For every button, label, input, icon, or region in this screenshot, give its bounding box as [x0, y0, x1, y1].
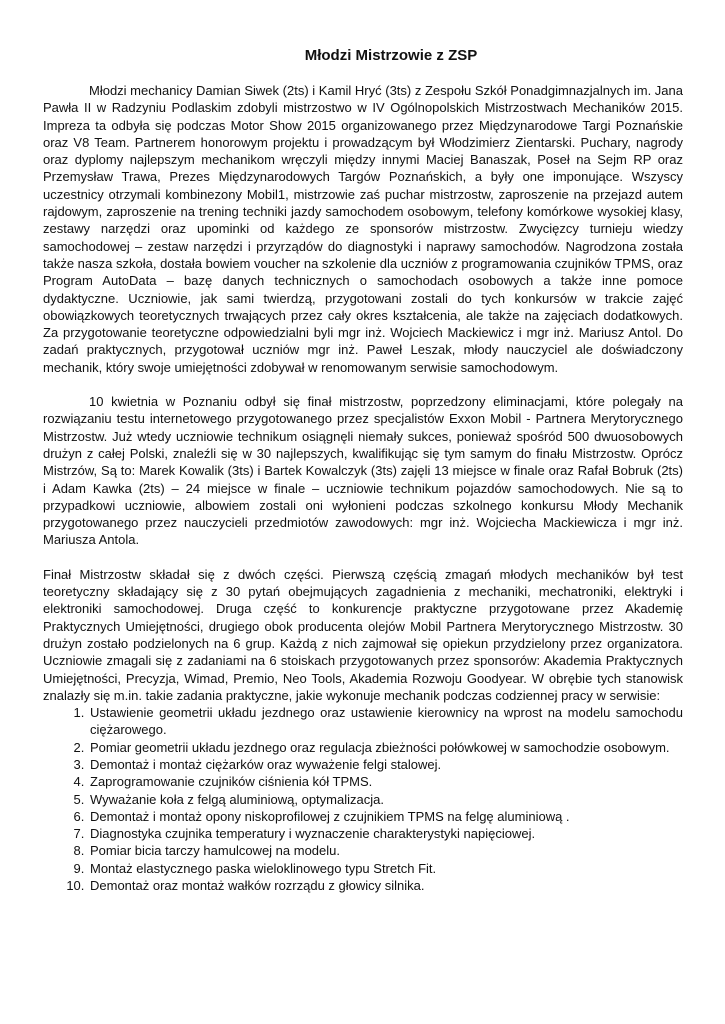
list-item: 9. Montaż elastycznego paska wieloklinowego typu Stretch Fit.: [88, 860, 683, 877]
list-item: 7. Diagnostyka czujnika temperatury i wyznaczenie charakterystyki napięciowej.: [88, 825, 683, 842]
practical-tasks-list: [43, 704, 683, 894]
paragraph-championship-win: Młodzi mechanicy Damian Siwek (2ts) i Kamil Hryć (3ts) z Zespołu Szkół Ponadgimnazjalnych im. Jana Pawła II w Radzyniu Podlaskim zdobyli mistrzostwo w IV Ogólnopolskich Mistrzostwach Mechaników 2015. Impreza ta odbyła się podczas Motor Show 2015 organizowanego przez Międzynarodowe Targi Poznańskie oraz V8 Team. Partnerem honorowym projektu i prowadzącym był Włodzimierz Zientarski. Puchary, nagrody oraz dyplomy najlepszym mechanikom wręczyli między innymi Maciej Banaszak, Poseł na Sejm RP oraz Przemysław Trawa, Prezes Międzynarodowych Targów Poznańskich, a były one imponujące. Wszyscy uczestnicy otrzymali kombinezony Mobil1, mistrzowie zaś puchar mistrzostw, zaproszenie na przejazd autem rajdowym, zaproszenie na trening techniki jazdy samochodem osobowym, telefony komórkowe wysokiej klasy, zestawy narzędzi oraz upominki od każdego ze sponsorów mistrzostw. Zwycięzcy turnieju wiedzy samochodowej – zestaw narzędzi i przyrządów do diagnostyki i naprawy samochodów. Nagrodzona została także nasza szkoła, dostała bowiem voucher na szkolenie dla uczniów z programowania czujników TPMS, oraz Program AutoData – bazę danych technicznych o samochodach osobowych a także inne pomoce dydaktyczne. Uczniowie, jak sami twierdzą, przygotowani zostali do tych konkursów w trakcie zajęć obowiązkowych teoretycznych trwających przez cały okres kształcenia, ale także na zajęciach dodatkowych. Za przygotowanie teoretyczne odpowiedzialni byli mgr inż. Wojciech Mackiewicz i mgr inż. Mariusz Antol. Do zadań praktycznych, przygotował uczniów mgr inż. Paweł Leszak, młody nauczyciel ale doświadczony mechanik, który swoje umiejętności zdobywał w renomowanym serwisie samochodowym.: [43, 83, 683, 375]
document-page: [43, 46, 683, 894]
list-item: 3. Demontaż i montaż ciężarków oraz wyważenie felgi stalowej.: [88, 756, 683, 773]
paragraph-gap: [43, 549, 683, 566]
list-item: 10. Demontaż oraz montaż wałków rozrządu z głowicy silnika.: [88, 877, 683, 894]
list-item: 1. Ustawienie geometrii układu jezdnego oraz ustawienie kierownicy na wprost na modelu samochodu ciężarowego.: [88, 704, 683, 739]
list-item: 6. Demontaż i montaż opony niskoprofilowej z czujnikiem TPMS na felgę aluminiową .: [88, 808, 683, 825]
paragraph-final-qualification: 10 kwietnia w Poznaniu odbył się finał mistrzostw, poprzedzony eliminacjami, które polegały na rozwiązaniu testu internetowego przygotowanego przez specjalistów Exxon Mobil - Partnera Merytorycznego Mistrzostw. Już wtedy uczniowie technikum osiągnęli niemały sukces, ponieważ spośród 500 dwuosobowych drużyn z całej Polski, znaleźli się w 30 najlepszych, kwalifikując się tym samym do finału Mistrzostw. Oprócz Mistrzów, Są to: Marek Kowalik (3ts) i Bartek Kowalczyk (3ts) zajęli 13 miejsce w finale oraz Rafał Bobruk (2ts) i Adam Kawka (2ts) – 24 miejsce w finale – uczniowie technikum pojazdów samochodowych. Nie są to przypadkowi uczniowie, albowiem zostali oni wyłonieni podczas szkolnego konkursu Młody Mechanik przygotowanego przez nauczycieli przedmiotów zawodowych: mgr inż. Wojciecha Mackiewicza i mgr inż. Mariusza Antola.: [43, 394, 683, 548]
list-item: 8. Pomiar bicia tarczy hamulcowej na modelu.: [88, 842, 683, 859]
paragraph-gap: [43, 376, 683, 393]
paragraph-final-structure: Finał Mistrzostw składał się z dwóch części. Pierwszą częścią zmagań młodych mechaników był test teoretyczny składający się z 30 pytań obejmujących zagadnienia z mechaniki, mechatroniki, elektryki i elektroniki samochodowej. Druga część to konkurencje praktyczne przygotowane przez Akademię Praktycznych Umiejętności, drugiego obok producenta olejów Mobil Partnera Merytorycznego Mistrzostw. 30 drużyn zostało podzielonych na 6 grup. Każdą z nich zajmował się opiekun przydzielony przez organizatora. Uczniowie zmagali się z zadaniami na 6 stoiskach przygotowanych przez sponsorów: Akademia Praktycznych Umiejętności, Precyzja, Wimad, Premio, Neo Tools, Akademia Rozwoju Goodyear. W obrębie tych stanowisk znalazły się m.in. takie zadania praktyczne, jakie wykonuje mechanik podczas codziennej pracy w serwisie:: [43, 566, 683, 703]
document-title: Młodzi Mistrzowie z ZSP: [304, 47, 478, 64]
list-item: 2. Pomiar geometrii układu jezdnego oraz regulacja zbieżności połówkowej w samochodzie osobowym.: [88, 739, 683, 756]
list-item: 5. Wyważanie koła z felgą aluminiową, optymalizacja.: [88, 791, 683, 808]
list-item: 4. Zaprogramowanie czujników ciśnienia kół TPMS.: [88, 773, 683, 790]
